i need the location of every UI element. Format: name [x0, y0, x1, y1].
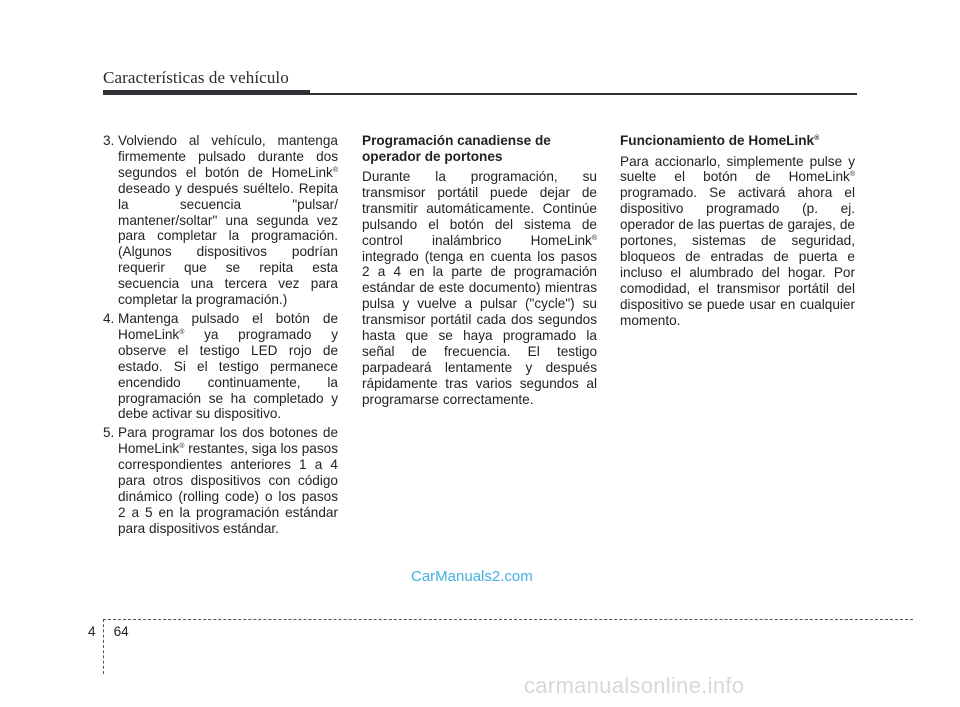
step-text-part: deseado y después suéltelo. Repita la secuencia "pulsar/ mantener/soltar" una segunda vez para completar la programación. (Algunos dispositivos podrían requerir que se repita esta secuencia una tercera vez para completar la programación.) — [118, 180, 338, 308]
page-header-title: Características de vehículo — [103, 68, 289, 87]
step-number: 3. — [103, 133, 115, 148]
header-rule-thin — [310, 93, 857, 95]
registered-mark: ® — [814, 135, 820, 142]
registered-mark: ® — [179, 443, 185, 451]
section-title-canadian: Programación canadiense de operador de portones — [362, 133, 551, 164]
step-item — [103, 311, 338, 422]
footer-dashed-rule — [103, 619, 913, 620]
step-text-part: ya programado y observe el testigo LED rojo de estado. Si el testigo permanece encendido continuamente, la programación se ha completado y debe activar su dispositivo. — [118, 326, 338, 422]
section-text-part: Para accionarlo, simplemente pulse y suelte el botón de HomeLink — [620, 153, 855, 185]
carmanuals-watermark: CarManuals2.com — [411, 568, 533, 585]
registered-mark: ® — [179, 328, 185, 336]
section-title-text: Funcionamiento de HomeLink — [620, 133, 815, 148]
registered-mark: ® — [591, 234, 597, 242]
registered-mark: ® — [849, 171, 855, 179]
section-text-part: integrado (tenga en cuenta los pasos 2 a 4 en la parte de programación estándar de este documento) mientras pulsa y vuelve a pulsar ("cycle") su transmisor portátil cada dos segundos hasta que se haya programado la señal de frecuencia. El testigo parpadeará lentamente y después rápidamente tras varios segundos al programarse correctamente. — [362, 248, 597, 407]
step-text-part: Mantenga pulsado el botón de HomeLink — [118, 310, 338, 342]
section-text-canadian — [362, 169, 597, 408]
step-text — [118, 425, 338, 536]
step-text — [118, 311, 338, 422]
page-number-value: 64 — [113, 624, 129, 639]
site-watermark: carmanualsonline.info — [524, 673, 745, 698]
header-rule-thick — [103, 90, 310, 95]
step-text-part: Volviendo al vehículo, mantenga firmemente pulsado durante dos segundos el botón de HomeLink — [118, 133, 338, 180]
step-text-part: Para programar los dos botones de HomeLink — [118, 425, 338, 457]
chapter-number: 4 — [88, 624, 96, 639]
section-text-part: Durante la programación, su transmisor portátil puede dejar de transmitir automáticamente. Continúe pulsando el botón del sistema de control inalámbrico HomeLink — [362, 169, 597, 248]
steps-list — [103, 133, 338, 537]
column-canadian-programming — [362, 133, 597, 408]
step-number: 4. — [103, 310, 115, 326]
section-text-part: programado. Se activará ahora el dispositivo programado (p. ej. operador de las puertas de garajes, de portones, sistemas de seguridad, bloqueos de entradas de puerta e incluso el alumbrado del hogar. Por comodidad, el transmisor portátil del dispositivo se puede usar en cualquier momento. — [620, 185, 855, 328]
registered-mark: ® — [332, 166, 338, 174]
step-text — [118, 133, 338, 308]
page-number — [88, 624, 129, 639]
step-item — [103, 133, 338, 308]
step-text-part: restantes, siga los pasos correspondientes anteriores 1 a 4 para otros dispositivos con código dinámico (rolling code) o los pasos 2 a 5 en la programación estándar para dispositivos estándar. — [118, 441, 338, 536]
step-item — [103, 425, 338, 536]
step-number: 5. — [103, 425, 115, 441]
column-homelink-operation — [620, 133, 855, 328]
section-title-operation — [620, 133, 855, 149]
column-steps — [103, 133, 338, 540]
section-text-operation — [620, 154, 855, 329]
